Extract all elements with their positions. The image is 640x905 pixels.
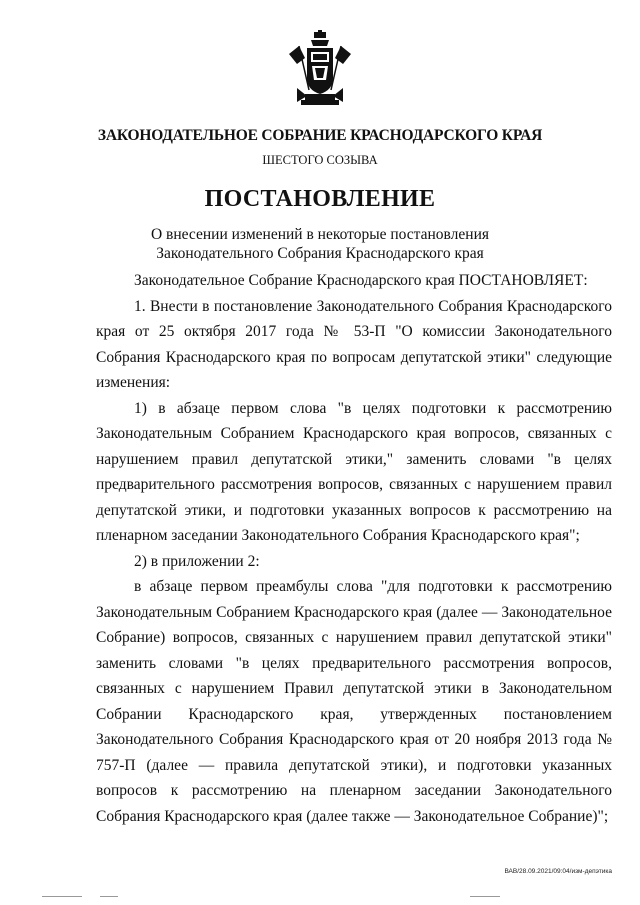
document-subject bbox=[0, 225, 640, 263]
subject-line-2: Законодательного Собрания Краснодарского края bbox=[156, 245, 484, 262]
body-paragraph: 1. Внести в постановление Законодательного Собрания Краснодарского края от 25 октября 2017 года № 53-П "О комиссии Законодательного Собрания Краснодарского края по вопросам депутатской этики" следующие изменения: bbox=[96, 297, 612, 391]
document-title: ПОСТАНОВЛЕНИЕ bbox=[204, 186, 436, 212]
subject-line-1: О внесении изменений в некоторые постановления bbox=[150, 226, 490, 243]
document-body bbox=[96, 268, 612, 829]
body-paragraph: 2) в приложении 2: bbox=[134, 552, 260, 570]
coat-of-arms-icon bbox=[285, 30, 355, 108]
body-paragraph: 1) в абзаце первом слова "в целях подготовки к рассмотрению Законодательным Собранием Краснодарского края вопросов, связанных с нарушением правил депутатской этики," заменить словами "в целях предварительного рассмотрения вопросов, связанных с нарушением правил депутатской этики, и подготовки указанных вопросов к рассмотрению на пленарном заседании Законодательного Собрания Краснодарского края"; bbox=[96, 399, 612, 544]
scan-artifact bbox=[42, 896, 82, 897]
scan-artifact bbox=[100, 896, 118, 897]
body-paragraph: Законодательное Собрание Краснодарского края ПОСТАНОВЛЯЕТ: bbox=[134, 272, 588, 289]
file-tag: ВАВ/28.09.2021/09:04/изм-депэтика bbox=[504, 868, 612, 875]
body-paragraph: в абзаце первом преамбулы слова "для подготовки к рассмотрению Законодательным Собранием Краснодарского края (далее — Законодательное Собрание) вопросов, связанных с нарушением правил депутатской этики" заменить словами "в целях предварительного рассмотрения вопросов, связанных с нарушением Правил депутатской этики в Законодательном Собрании Краснодарского края, утвержденных постановлением Законодательного Собрания Краснодарского края от 20 ноября 2013 года № 757-П (далее — правила депутатской этики), и подготовки указанных вопросов к рассмотрению на пленарном заседании Законодательного Собрания Краснодарского края (далее также — Законодательное Собрание)"; bbox=[96, 578, 612, 825]
convocation: ШЕСТОГО СОЗЫВА bbox=[262, 153, 378, 167]
organization-name: ЗАКОНОДАТЕЛЬНОЕ СОБРАНИЕ КРАСНОДАРСКОГО КРАЯ bbox=[97, 127, 543, 144]
scan-artifact bbox=[470, 896, 500, 897]
